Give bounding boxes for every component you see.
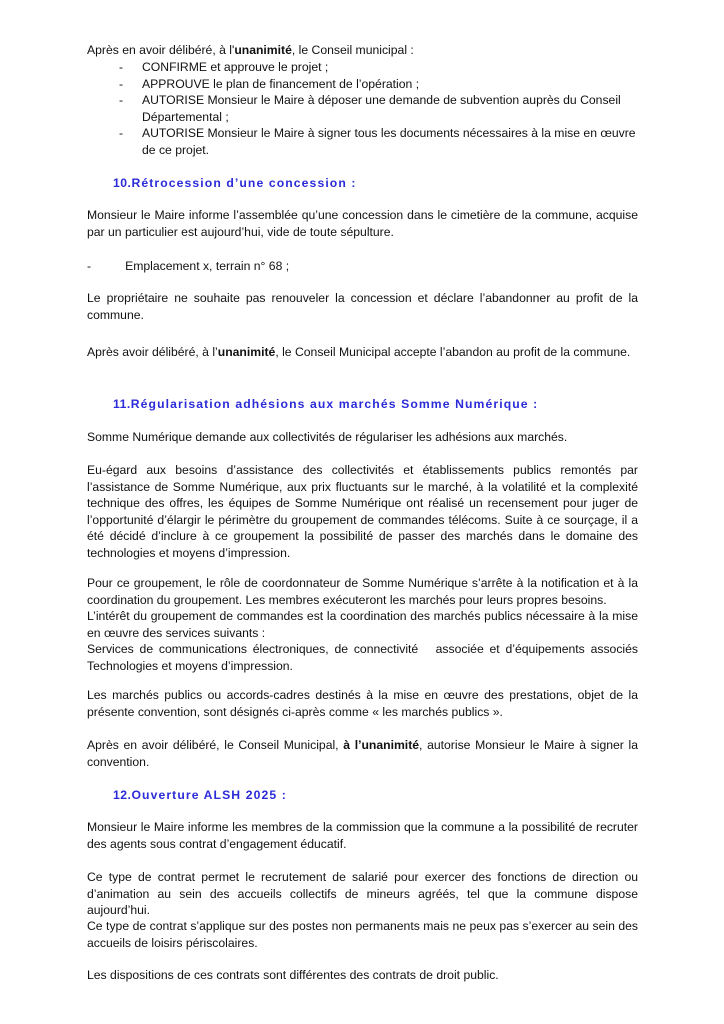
list-item: - AUTORISE Monsieur le Maire à signer tous les documents nécessaires à la mise en œuvre de ce projet. [119,126,636,157]
s11-paragraph-2: Eu-égard aux besoins d’assistance des collectivités et établissements publics remontés par l’assistance de Somme Numérique, aux prix fluctuants sur le marché, à la volatilité et la complexité technique des offres, les équipes de Somme Numérique ont réalisé un recensement pour juger de l’opportunité d’élargir le périmètre du groupement de commandes télécoms. Suite à ce sourçage, il a été décidé d’inclure à ce groupement la possibilité de passer des marchés dans le domaine des technologies et moyens d’impression. [87,463,638,560]
s11-paragraph-4: Les marchés publics ou accords-cadres destinés à la mise en œuvre des prestations, objet de la présente convention, sont désignés ci-après comme « les marchés publics ». [87,688,638,719]
s12-paragraph-3: Ce type de contrat s’applique sur des postes non permanents mais ne peux pas s’exercer au sein des accueils de loisirs périscolaires. [87,919,638,950]
s9-decision-list [119,59,639,158]
list-item: - CONFIRME et approuve le projet ; [119,60,329,74]
s9-unanimity: unanimité [234,43,292,57]
section-10-heading: 10.Rétrocession d’une concession : [113,176,357,190]
s10-decision: Après avoir délibéré, à l’unanimité, le Conseil Municipal accepte l’abandon au profit de la commune. [87,345,631,359]
s11-paragraph-1: Somme Numérique demande aux collectivités de régulariser les adhésions aux marchés. [87,430,568,444]
s12-paragraph-4: Les dispositions de ces contrats sont différentes des contrats de droit public. [87,968,499,982]
section-11-heading: 11.Régularisation adhésions aux marchés Somme Numérique : [113,397,539,411]
s11-paragraph-3: Pour ce groupement, le rôle de coordonnateur de Somme Numérique s’arrête à la notification et à la coordination du groupement. Les membres exécuteront les marchés pour leurs propres besoins. L’intérêt du groupement de commandes est la coordination des marchés publics nécessaire à la mise en œuvre des services suivants : Services de communications électroniques, de connectivité associée et d’équipements associés Technologies et moyens d’impression. [87,576,638,673]
list-item: - AUTORISE Monsieur le Maire à déposer une demande de subvention auprès du Conseil Départemental ; [119,93,621,124]
s11-decision: Après en avoir délibéré, le Conseil Municipal, à l’unanimité, autorise Monsieur le Maire à signer la convention. [87,738,638,769]
s10-paragraph-2: Le propriétaire ne souhaite pas renouveler la concession et déclare l’abandonner au profit de la commune. [87,291,638,322]
s10-paragraph-1: Monsieur le Maire informe l’assemblée qu’une concession dans le cimetière de la commune, acquise par un particulier est aujourd’hui, vide de toute sépulture. [87,208,638,239]
s10-item: - Emplacement x, terrain n° 68 ; [87,259,290,273]
s12-paragraph-1: Monsieur le Maire informe les membres de la commission que la commune a la possibilité de recruter des agents sous contrat d’engagement éducatif. [87,820,638,851]
s9-decision-intro: Après en avoir délibéré, à l'unanimité, le Conseil municipal : [87,43,414,57]
list-item: - APPROUVE le plan de financement de l’opération ; [119,76,420,91]
s12-paragraph-2: Ce type de contrat permet le recrutement de salarié pour exercer des fonctions de direction ou d’animation au sein des accueils collectifs de mineurs agréés, tel que la commune dispose aujourd’hui. [87,870,638,917]
section-12-heading: 12.Ouverture ALSH 2025 : [113,788,287,802]
